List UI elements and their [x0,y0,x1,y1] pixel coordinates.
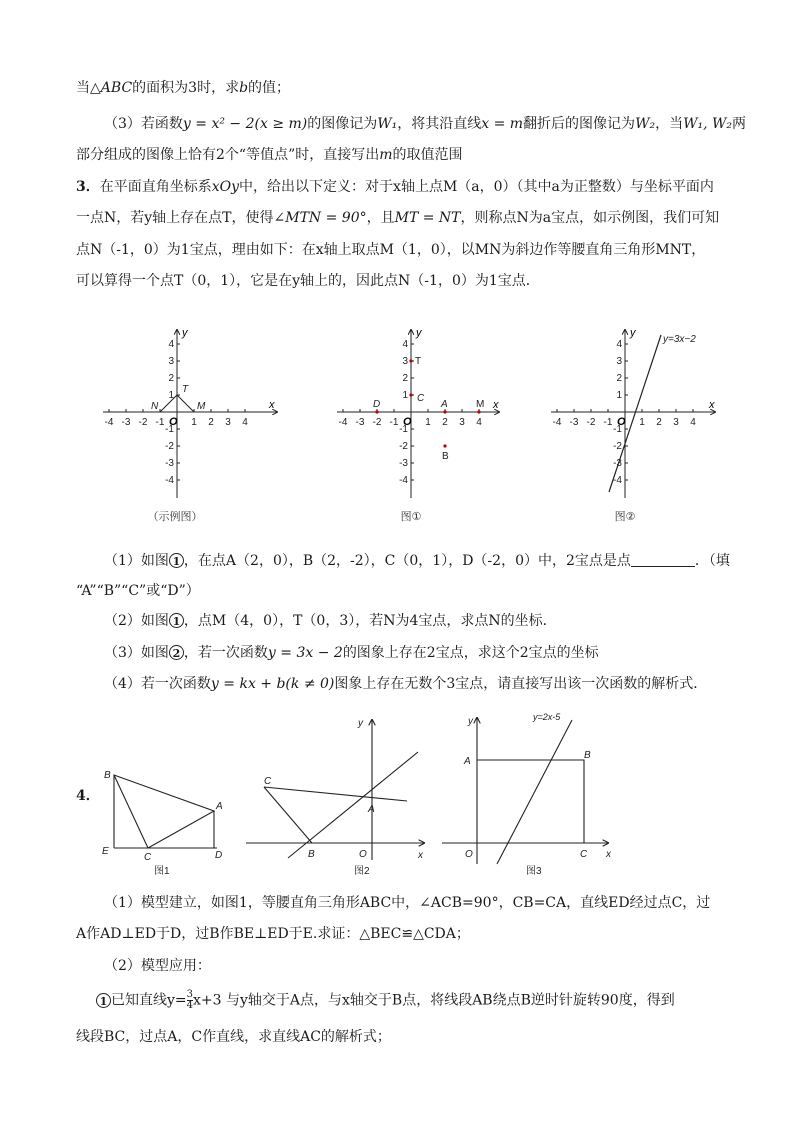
fraction: $\frac{3}{4}$ [186,989,194,1011]
svg-text:-1: -1 [399,424,408,435]
svg-text:-3: -3 [121,417,131,428]
figure-4-2 [246,720,424,860]
svg-text:3: 3 [225,417,231,428]
problem-4-q1-cont: A作AD⊥ED于D，过B作BE⊥ED于E.求证：△BEC≌△CDA； [76,926,470,942]
svg-text:图①: 图① [400,511,422,523]
svg-text:2: 2 [208,417,214,428]
svg-text:y: y [416,327,422,339]
svg-text:图1: 图1 [154,866,170,877]
svg-text:-2: -2 [399,441,408,452]
svg-text:4: 4 [242,417,248,428]
svg-text:x: x [269,399,275,411]
figure-2 [551,327,715,523]
svg-text:（示例图）: （示例图） [147,511,203,523]
svg-text:图②: 图② [614,511,636,523]
svg-text:4: 4 [690,417,696,428]
svg-text:x: x [606,849,611,860]
figure-1 [337,327,499,523]
svg-text:x: x [493,399,499,411]
figure-4-1 [114,775,217,848]
svg-text:4: 4 [402,339,408,350]
svg-text:B: B [104,770,111,781]
svg-text:1: 1 [639,417,645,428]
svg-text:-1: -1 [603,417,613,428]
svg-text:1: 1 [168,390,174,401]
svg-text:1: 1 [425,417,431,428]
svg-text:-4: -4 [338,417,348,428]
problem-3-line-4: 可以算得一个点T（0，1），它是在y轴上的，因此点N（-1，0）为1宝点． [76,273,540,289]
svg-text:2: 2 [656,417,662,428]
sub-question-4: （4）若一次函数y = kx + b(k ≠ 0)图象上存在无数个3宝点，请直接写出该一次函数的解析式． [104,676,708,692]
figure-4-3 [442,718,608,864]
svg-text:B: B [308,849,315,860]
sub-question-2: （2）如图 1 ，点M（4，0），T（0，3），若N为4宝点，求点N的坐标． [104,613,557,629]
svg-text:C: C [580,849,588,860]
sub-question-3: （3）如图 2 ，若一次函数y = 3x − 2的图象上存在2宝点，求这个2宝点的坐标 [104,645,599,661]
svg-text:-2: -2 [165,441,174,452]
svg-text:-3: -3 [613,458,622,469]
problem-4-q1: （1）模型建立，如图1，等腰直角三角形ABC中，∠ACB=90°，CB=CA，直线ED经过点C，过 [104,895,711,911]
svg-text:-2: -2 [372,417,382,428]
svg-text:y: y [468,716,473,727]
svg-text:C: C [264,776,272,787]
svg-text:-2: -2 [138,417,148,428]
svg-text:图3: 图3 [526,866,542,877]
svg-text:4: 4 [168,339,174,350]
svg-text:T: T [182,384,189,395]
answer-blank[interactable] [631,552,695,567]
svg-text:C: C [144,852,152,863]
svg-text:x: x [709,399,715,411]
svg-text:D: D [215,850,223,861]
svg-text:-1: -1 [165,424,174,435]
svg-text:-4: -4 [165,475,174,486]
question-3-line-2: 部分组成的图像上恰有2个“等值点”时，直接写出m的取值范围 [76,147,463,163]
svg-text:T: T [415,356,422,367]
problem-4-q2: （2）模型应用： [104,958,211,974]
svg-text:3: 3 [402,356,408,367]
svg-text:E: E [102,846,109,857]
coordinate-figures [95,318,725,528]
svg-text:-3: -3 [165,458,174,469]
svg-text:O: O [403,416,412,428]
svg-text:2: 2 [442,417,448,428]
svg-text:1: 1 [616,390,622,401]
svg-text:-3: -3 [399,458,408,469]
svg-text:y: y [358,718,363,729]
svg-text:3: 3 [616,356,622,367]
svg-text:3: 3 [168,356,174,367]
svg-text:y: y [630,327,636,339]
svg-text:N: N [151,401,159,412]
svg-text:-3: -3 [355,417,365,428]
sub-question-1-cont: “A”“B”“C”或“D”） [76,583,200,599]
svg-text:O: O [359,849,367,860]
problem-4-number: 4． [76,788,100,804]
svg-text:y=2x-5: y=2x-5 [533,712,561,722]
text-line-1: 当△ABC的面积为3时，求b的值； [76,80,291,96]
svg-text:2: 2 [616,373,622,384]
svg-text:2: 2 [402,373,408,384]
svg-text:M: M [197,401,206,412]
svg-text:-4: -4 [104,417,114,428]
svg-text:1: 1 [402,390,408,401]
svg-text:4: 4 [476,417,482,428]
svg-text:A: A [464,756,471,767]
svg-text:1: 1 [191,417,197,428]
svg-text:4: 4 [616,339,622,350]
svg-text:D: D [373,399,381,410]
svg-text:-2: -2 [613,441,622,452]
svg-text:B: B [442,451,449,462]
svg-text:A: A [441,399,448,410]
problem-4-figures [96,712,626,880]
svg-text:B: B [584,750,591,761]
svg-text:y=3x−2: y=3x−2 [663,334,696,345]
svg-text:-4: -4 [552,417,562,428]
svg-text:-3: -3 [569,417,579,428]
problem-4-q2-1: 1 已知直线y= $\frac{3}{4}$ x+3 与y轴交于A点，与x轴交于B点，将线段AB绕点B逆时针旋转90度，得到 [96,990,675,1011]
svg-text:C: C [417,393,425,404]
problem-3-intro: 3．在平面直角坐标系xOy中，给出以下定义：对于x轴上点M（a，0）（其中a为正整数）与坐标平面内 [76,179,714,195]
svg-text:M: M [476,399,485,410]
svg-text:-1: -1 [155,417,165,428]
svg-text:图2: 图2 [354,866,370,877]
example-figure [103,327,277,523]
svg-text:-4: -4 [613,475,622,486]
problem-3-line-2: 一点N，若y轴上存在点T，使得∠MTN = 90°，且MT = NT，则称点N为a宝点，如示例图，我们可知 [76,210,720,226]
svg-text:O: O [169,416,178,428]
question-3-line: （3）若函数y = x² − 2(x ≥ m)的图像记为W₁，将其沿直线x = m翻折后的图像记为W₂，当W₁, W₂两 [104,116,746,132]
sub-question-1: （1）如图 1 ，在点A（2，0），B（2，-2），C（0，1），D（-2，0）中，2宝点是点 ．（填 [104,553,730,569]
svg-text:x: x [418,850,423,861]
svg-text:3: 3 [459,417,465,428]
svg-text:y: y [182,327,188,339]
svg-text:2: 2 [168,373,174,384]
svg-text:-2: -2 [586,417,596,428]
svg-text:-1: -1 [613,424,622,435]
svg-text:3: 3 [673,417,679,428]
svg-text:A: A [368,804,375,815]
svg-text:A: A [216,801,223,812]
problem-4-q2-1-cont: 线段BC，过点A，C作直线，求直线AC的解析式； [76,1029,391,1045]
svg-text:O: O [465,849,473,860]
svg-text:-4: -4 [399,475,408,486]
svg-text:-1: -1 [389,417,399,428]
problem-3-line-3: 点N（-1，0）为1宝点，理由如下：在x轴上取点M（1，0），以MN为斜边作等腰直角三角形MNT， [76,242,706,258]
svg-text:O: O [617,416,626,428]
